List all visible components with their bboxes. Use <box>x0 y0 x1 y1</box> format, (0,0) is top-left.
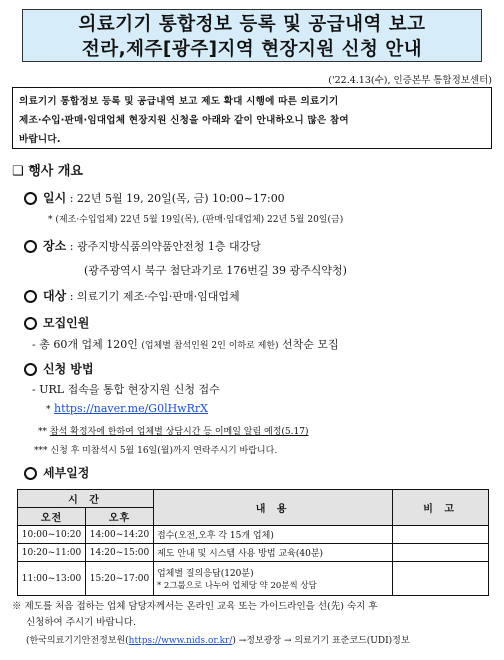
target-item <box>24 287 240 304</box>
footer-line3-prefix: (한국의료기기안전정보원( <box>26 636 129 646</box>
circle-bullet-icon <box>24 467 37 480</box>
schedule-note: * (제조·수입업체) 22년 5월 19일(목), (판매·임대업체) 22년 5월 20일(금) <box>48 215 344 225</box>
apply-line-1: - URL 접속을 통합 현장지원 신청 접수 <box>32 383 220 396</box>
recruit-label: 모집인원 <box>43 316 90 330</box>
cell-content-line-2: * 2그룹으로 나누어 업체당 약 20분씩 상담 <box>156 581 317 591</box>
target-label: 대상 <box>43 289 67 303</box>
cell-am: 10:20~11:00 <box>18 544 86 562</box>
apply-star-2: ** <box>38 427 47 437</box>
apply-url-row <box>46 402 208 415</box>
cell-content <box>153 562 392 596</box>
section-title: 행사 개요 <box>28 164 83 179</box>
place-value: : 광주지방식품의약품안전청 1층 대강당 <box>69 240 261 253</box>
place-label: 장소 <box>43 239 67 253</box>
table-row <box>18 562 489 596</box>
schedule-item <box>24 189 285 206</box>
header-am: 오전 <box>18 508 86 526</box>
notice-line-3: 바랍니다. <box>19 134 61 145</box>
apply-item <box>24 360 94 377</box>
cell-am: 11:00~13:00 <box>18 562 86 596</box>
circle-bullet-icon <box>24 317 37 330</box>
apply-line-3: 신청 후 미참석시 5월 16일(월)까지 연락주시기 바랍니다. <box>50 446 278 456</box>
cell-content-line-1: 업체별 질의응답(120분) <box>156 569 254 579</box>
footer-text-1: 제도를 처음 접하는 업체 담당자께서는 온라인 교육 또는 가이드라인을 선(先) 숙지 후 <box>24 601 378 612</box>
footer-url-link[interactable]: https://www.nids.or.kr/ <box>128 636 233 646</box>
schedule-value: : 22년 5월 19, 20일(목, 금) 10:00~17:00 <box>69 192 285 205</box>
section-event-overview <box>12 160 83 179</box>
cell-am: 10:00~10:20 <box>18 526 86 544</box>
circle-bullet-icon <box>24 240 37 253</box>
header-time: 시 간 <box>18 490 154 508</box>
apply-line-2: 참석 확정자에 한하여 업체별 상담시간 등 이메일 알림 예정(5.17) <box>49 427 309 437</box>
apply-url-link[interactable]: https://naver.me/G0lHwRrX <box>54 402 208 415</box>
date-line: ('22.4.13(수), 인증본부 통합정보센터) <box>328 75 492 86</box>
table-row <box>18 526 489 544</box>
notice-line-1: 의료기기 통합정보 등록 및 공급내역 보고 제도 확대 시행에 따른 의료기기 <box>19 96 339 107</box>
cell-note <box>393 562 489 596</box>
notice-box <box>12 87 492 149</box>
footer-line-1 <box>12 598 378 612</box>
table-header-row <box>18 490 489 508</box>
apply-label: 신청 방법 <box>43 362 94 376</box>
cell-pm: 14:00~14:20 <box>85 526 153 544</box>
cell-content: 제도 안내 및 시스템 사용 방법 교육(40분) <box>153 544 392 562</box>
circle-bullet-icon <box>24 192 37 205</box>
recruit-detail <box>32 336 339 352</box>
recruit-prefix: - 총 60개 업체 120인 <box>32 338 138 351</box>
title-box <box>22 9 482 62</box>
footer-line-3 <box>26 633 410 646</box>
apply-star-1: * <box>46 405 51 415</box>
page-title-line-2: 전라,제주[광주]지역 현장지원 신청 안내 <box>81 39 423 60</box>
table-row <box>18 544 489 562</box>
header-note: 비 고 <box>393 490 489 526</box>
cell-pm: 15:20~17:00 <box>85 562 153 596</box>
schedule-label: 일시 <box>43 191 67 205</box>
schedule-table <box>17 489 489 596</box>
recruit-suffix: 선착순 모집 <box>282 338 339 351</box>
cell-pm: 14:20~15:00 <box>85 544 153 562</box>
place-item <box>24 237 261 254</box>
cell-note <box>393 544 489 562</box>
detail-label: 세부일정 <box>43 466 90 480</box>
recruit-item <box>24 314 89 331</box>
cell-content: 접수(오전,오후 각 15개 업체) <box>153 526 392 544</box>
checkbox-bullet-icon: ❑ <box>12 164 24 179</box>
place-address: (광주광역시 북구 첨단과기로 176번길 39 광주식약청) <box>84 264 347 277</box>
cell-note <box>393 526 489 544</box>
target-value: : 의료기기 제조·수입·판매·임대업체 <box>69 290 240 303</box>
footer-mark: ※ <box>12 601 22 612</box>
apply-note-3 <box>34 443 277 456</box>
apply-star-3: *** <box>34 446 48 456</box>
detail-item <box>24 464 89 481</box>
recruit-paren: (업체별 참석인원 2인 이하로 제한) <box>141 341 279 351</box>
apply-note-2 <box>38 424 308 437</box>
footer-line-2: 신청하여 주시기 바랍니다. <box>26 617 137 628</box>
notice-line-2: 제조·수입·판매·임대업체 현장지원 신청을 아래와 같이 안내하오니 많은 참여 <box>19 115 349 126</box>
header-content: 내 용 <box>153 490 392 526</box>
circle-bullet-icon <box>24 363 37 376</box>
page-title-line-1: 의료기기 통합정보 등록 및 공급내역 보고 <box>78 14 426 35</box>
header-pm: 오후 <box>85 508 153 526</box>
circle-bullet-icon <box>24 290 37 303</box>
footer-line3-suffix: ) →정보광장 → 의료기기 표준코드(UDI)정보 <box>232 636 410 646</box>
